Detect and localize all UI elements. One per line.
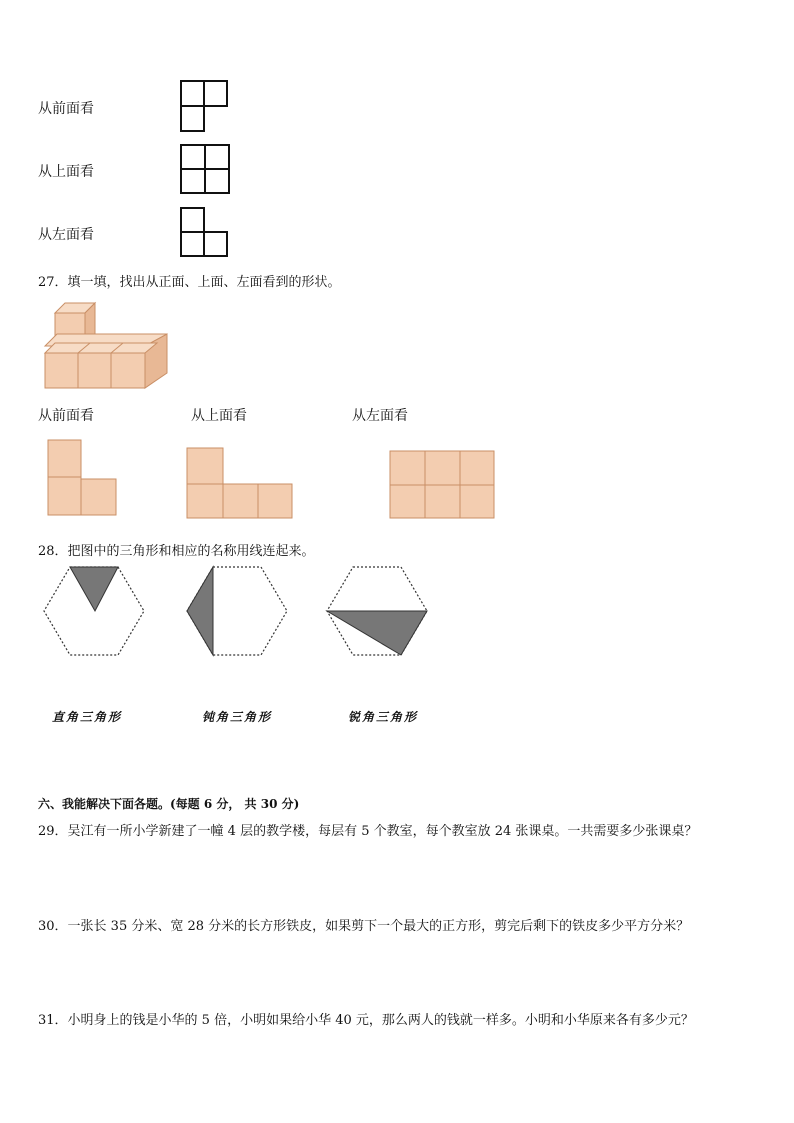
top-view-figure (178, 142, 234, 198)
question-27-text: 27．填一填，找出从正面、上面、左面看到的形状。 (38, 275, 341, 290)
front-view-figure (178, 78, 232, 136)
question-28-text: 28．把图中的三角形和相应的名称用线连起来。 (38, 544, 315, 559)
hexagon-figure-2 (183, 563, 291, 659)
cube-stack-figure (40, 298, 175, 393)
name-right-triangle: 直角三角形 (52, 710, 123, 724)
question-29-text: 29．吴江有一所小学新建了一幢 4 层的教学楼，每层有 5 个教室，每个教室放 24 张课桌。一共需要多少张课桌？ (38, 824, 698, 839)
q27-left-view-figure (388, 449, 498, 521)
q27-top-view-figure (185, 446, 295, 520)
q27-left-label: 从左面看 (352, 408, 408, 424)
q27-top-label: 从上面看 (191, 408, 247, 424)
section-6-title: 六、我能解决下面各题。(每题 6 分， 共 30 分) (38, 797, 300, 811)
hexagon-figure-1 (40, 563, 148, 659)
name-obtuse-triangle: 钝角三角形 (202, 710, 273, 724)
question-31-text: 31．小明身上的钱是小华的 5 倍，小明如果给小华 40 元，那么两人的钱就一样多。小明和小华原来各有多少元？ (38, 1013, 694, 1028)
left-view-figure (178, 205, 232, 261)
question-30-text: 30．一张长 35 分米、宽 28 分米的长方形铁皮，如果剪下一个最大的正方形，剪完后剩下的铁皮多少平方分米？ (38, 919, 690, 934)
top-view-label: 从上面看 (38, 164, 94, 180)
q27-front-label: 从前面看 (38, 408, 94, 424)
q27-front-view-figure (46, 438, 120, 518)
left-view-label: 从左面看 (38, 227, 94, 243)
front-view-label: 从前面看 (38, 101, 94, 117)
name-acute-triangle: 锐角三角形 (348, 710, 419, 724)
hexagon-figure-3 (323, 563, 431, 659)
